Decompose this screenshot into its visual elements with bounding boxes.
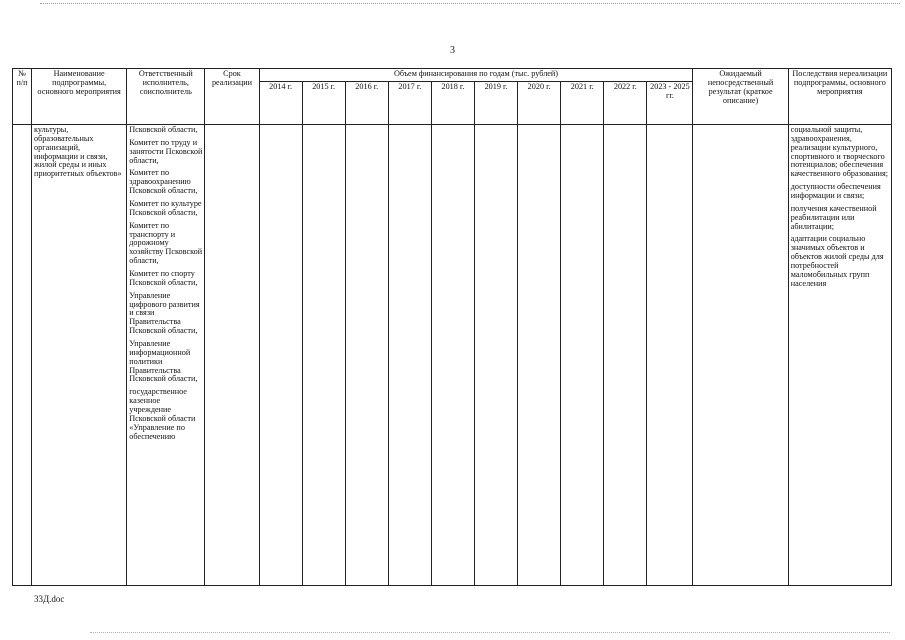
page-number: 3 [450,45,455,56]
header-row-top [13,69,892,82]
responsible-item: Управление информационной политики Правительства Псковской области, [129,339,198,384]
row-name: культуры, образовательных организаций, информации и связи, жилой среды и иных приоритетных объектов» [32,125,127,586]
header-result: Ожидаемый непосредственный результат (краткое описание) [693,69,788,125]
row-2021 [561,125,604,586]
year-2018: 2018 г. [431,82,474,125]
row-2018 [431,125,474,586]
table-row [13,125,892,586]
row-2015 [302,125,345,586]
responsible-item: Комитет по культуре Псковской области, [129,199,202,217]
row-2019 [474,125,517,586]
year-2017: 2017 г. [388,82,431,125]
row-2017 [388,125,431,586]
responsible-item: Псковской области, [129,125,198,134]
bottom-scan-line [90,632,890,633]
row-2023-2025 [647,125,693,586]
header-consequences: Последствия нереализации подпрограммы, основного мероприятия [788,69,891,125]
year-2021: 2021 г. [561,82,604,125]
program-table [12,68,892,586]
header-responsible: Ответственный исполнитель, соисполнитель [127,69,205,125]
year-2022: 2022 г. [604,82,647,125]
year-2014: 2014 г. [259,82,302,125]
responsible-item: Комитет по спорту Псковской области, [129,269,198,287]
year-2023-2025: 2023 - 2025 гг. [647,82,693,125]
row-2022 [604,125,647,586]
row-consequences [788,125,891,586]
responsible-item: Комитет по здравоохранению Псковской области, [129,168,198,196]
footer-filename: 33Д.doc [34,594,65,604]
responsible-item: Комитет по труду и занятости Псковской области, [129,137,203,165]
header-num: № п/п [13,69,32,125]
year-2020: 2020 г. [518,82,561,125]
header-name: Наименование подпрограммы, основного мероприятия [32,69,127,125]
year-2019: 2019 г. [474,82,517,125]
responsible-item: Комитет по транспорту и дорожному хозяйству Псковской области, [129,220,203,266]
row-num [13,125,32,586]
responsible-item: государственное казенное учреждение Псковской области «Управление по обеспечению [129,387,196,441]
row-2016 [345,125,388,586]
consequence-item: доступности обеспечения информации и связи; [790,182,881,201]
header-term: Срок реализации [205,69,259,125]
consequence-item: получения качественной реабилитации или абилитации; [790,203,877,231]
year-2015: 2015 г. [302,82,345,125]
row-result [693,125,788,586]
responsible-item: Управление цифрового развития и связи Правительства Псковской области, [129,290,200,336]
row-term [205,125,259,586]
row-responsible [127,125,205,586]
row-2014 [259,125,302,586]
header-funding: Объем финансирования по годам (тыс. рублей) [259,69,693,82]
year-2016: 2016 г. [345,82,388,125]
top-scan-line [40,3,900,4]
row-2020 [518,125,561,586]
consequence-item: адаптации социально значимых объектов и объектов жилой среды для потребностей маломобильных групп населения [790,234,884,288]
consequence-item: социальной защиты, здравоохранения, реализации культурного, спортивного и творческого потенциалов; обеспечения качественного образования; [790,125,889,179]
